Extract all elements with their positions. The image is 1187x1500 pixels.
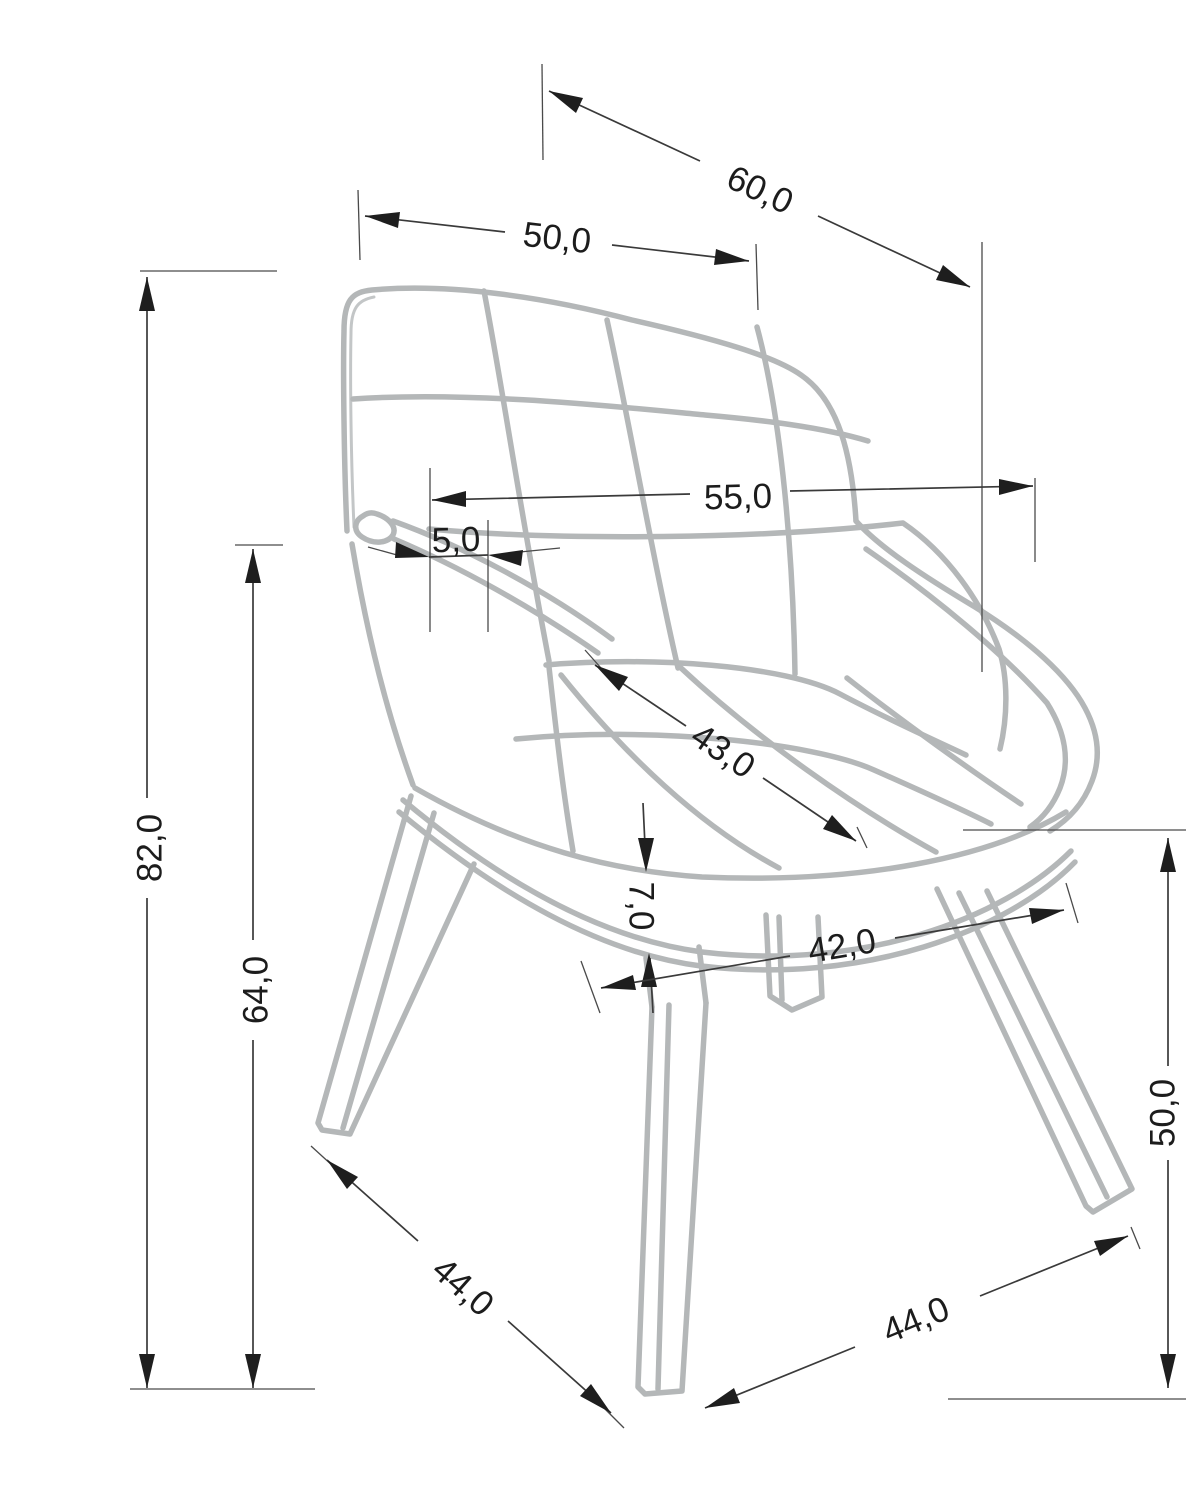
dimension-label-64: 64,0 <box>236 955 276 1025</box>
tick-d43-lower <box>857 827 867 848</box>
arrowhead-d43-upper <box>595 665 628 691</box>
dimension-label-42: 42,0 <box>805 921 879 971</box>
left-body-edge <box>352 544 413 785</box>
dimension-label-7: 7,0 <box>621 881 661 931</box>
left-armrest-cap <box>356 513 394 542</box>
dimension-label-60: 60,0 <box>720 157 800 223</box>
arrowhead-d44right-right <box>1094 1236 1128 1256</box>
arrowhead-d7-down <box>638 838 654 872</box>
arrowhead-d55-right <box>999 479 1033 495</box>
arrowhead-d50top-left <box>365 212 400 228</box>
rear-left-leg <box>638 1003 706 1394</box>
arrowhead-d42-right <box>1029 908 1064 924</box>
dimension-label-55: 55,0 <box>703 476 773 518</box>
dimension-lines <box>139 91 1176 1413</box>
dimension-label-44-right: 44,0 <box>877 1288 955 1352</box>
arrowhead-d43-lower <box>823 815 856 841</box>
backrest-quilt-horizontal <box>353 397 868 441</box>
dimension-label-43: 43,0 <box>683 715 763 787</box>
backrest-outline <box>344 288 856 531</box>
seat-left-edge <box>549 667 573 851</box>
arrowhead-d64-bottom <box>245 1354 261 1388</box>
seat-quilt-right <box>847 678 1021 804</box>
tick-d42-right <box>1066 883 1078 923</box>
shell-rim-bottom <box>399 812 1075 970</box>
dimension-label-50-top: 50,0 <box>520 214 594 262</box>
front-right-leg-inner-line <box>959 893 1107 1197</box>
ext-d60-left <box>542 64 543 160</box>
arrowhead-d44left-upper <box>327 1160 358 1189</box>
ext-d50top-left <box>358 190 360 260</box>
dimension-label-44-left: 44,0 <box>424 1249 502 1325</box>
chair-sketch <box>318 288 1132 1394</box>
front-left-leg <box>318 796 474 1134</box>
arrowhead-d50right-bottom <box>1160 1354 1176 1388</box>
arrowhead-d50top-right <box>714 249 749 265</box>
dimension-label-50-right: 50,0 <box>1143 1078 1183 1148</box>
arrowhead-d60-right <box>936 265 970 287</box>
extension-lines <box>130 64 1186 1428</box>
tick-d42-left <box>581 961 600 1013</box>
dimension-label-5: 5,0 <box>431 519 481 561</box>
front-left-leg-inner-line <box>343 813 434 1128</box>
arrowhead-d44right-left <box>705 1388 740 1408</box>
dimension-label-82: 82,0 <box>130 813 170 883</box>
arrowhead-d64-top <box>245 549 261 583</box>
arrowhead-d50right-top <box>1160 838 1176 872</box>
watermark-spot <box>120 56 310 200</box>
arrowhead-d60-left <box>549 91 583 113</box>
arrowhead-d42-left <box>601 975 636 990</box>
ext-d50top-right <box>756 244 758 310</box>
backrest-quilt-vertical-1 <box>484 291 549 661</box>
backrest-inner-sketch-line <box>351 297 374 527</box>
rear-left-leg-inner-line <box>658 1005 669 1389</box>
cushion-front-edge <box>415 788 1066 878</box>
dimension-labels <box>131 158 1183 1351</box>
arrowhead-d82-bottom <box>139 1354 155 1388</box>
arrowhead-d82-top <box>139 277 155 311</box>
tick-d44right-upper <box>1131 1227 1140 1249</box>
arrowhead-d55-left <box>432 491 466 507</box>
leader-d5-left <box>368 547 397 555</box>
